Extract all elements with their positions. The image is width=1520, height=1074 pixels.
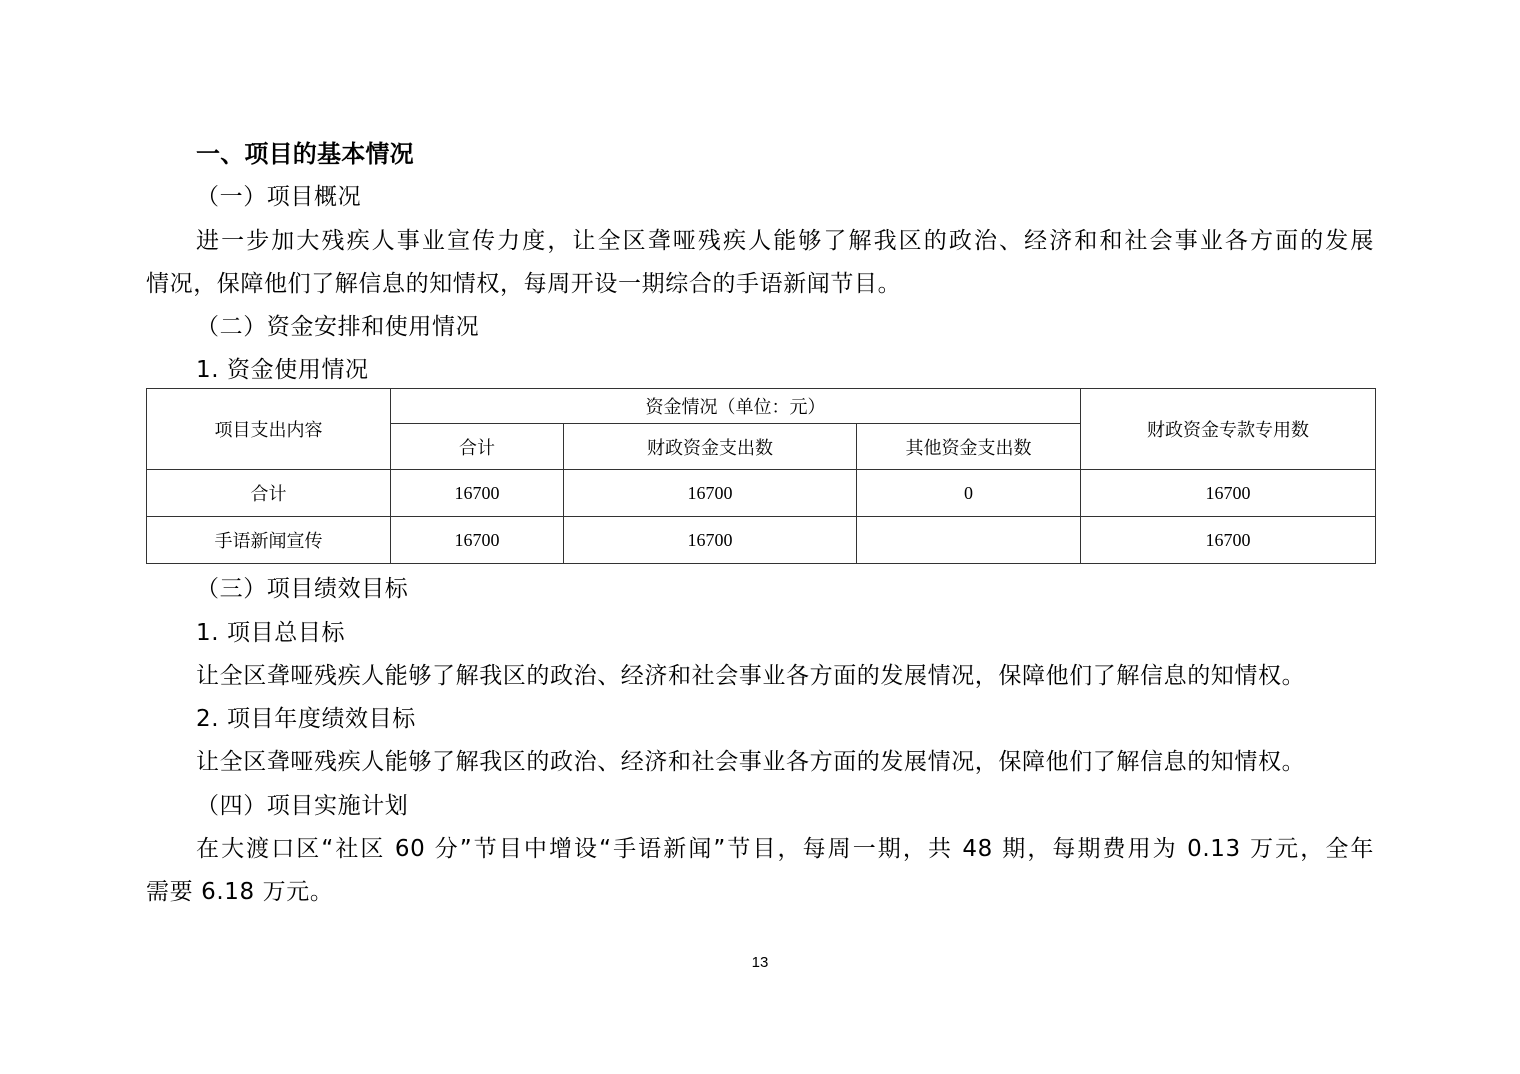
subsection-title-funding: （二）资金安排和使用情况	[196, 314, 480, 340]
row-name: 手语新闻宣传	[147, 517, 391, 564]
plan-paragraph-line-2: 需要 6.18 万元。	[146, 879, 334, 905]
row-fiscal: 16700	[564, 517, 857, 564]
row-special: 16700	[1081, 470, 1376, 517]
row-other	[857, 517, 1081, 564]
annual-goal-text: 让全区聋哑残疾人能够了解我区的政治、经济和社会事业各方面的发展情况，保障他们了解信息的知情权。	[196, 749, 1306, 775]
plan-paragraph-line-1: 在大渡口区“社区 60 分”节目中增设“手语新闻”节目，每周一期，共 48 期，每期费用为 0.13 万元，全年	[196, 836, 1374, 862]
page-number: 13	[751, 954, 769, 971]
table-row	[147, 517, 1376, 564]
header-special-use: 财政资金专款专用数	[1081, 389, 1376, 470]
table-row	[147, 470, 1376, 517]
row-name: 合计	[147, 470, 391, 517]
header-fund-group: 资金情况（单位：元）	[391, 389, 1081, 424]
header-fiscal-expenditure: 财政资金支出数	[564, 424, 857, 470]
header-other-expenditure: 其他资金支出数	[857, 424, 1081, 470]
row-fiscal: 16700	[564, 470, 857, 517]
overall-goal-title: 1. 项目总目标	[196, 620, 346, 646]
row-special: 16700	[1081, 517, 1376, 564]
overview-paragraph-line-1: 进一步加大残疾人事业宣传力度，让全区聋哑残疾人能够了解我区的政治、经济和和社会事业各方面的发展	[196, 228, 1374, 254]
row-total: 16700	[391, 470, 564, 517]
overall-goal-text: 让全区聋哑残疾人能够了解我区的政治、经济和社会事业各方面的发展情况，保障他们了解信息的知情权。	[196, 663, 1306, 689]
subsection-title-plan: （四）项目实施计划	[196, 793, 409, 819]
subsection-title-performance: （三）项目绩效目标	[196, 576, 409, 602]
section-heading: 一、项目的基本情况	[196, 140, 414, 168]
row-total: 16700	[391, 517, 564, 564]
header-total: 合计	[391, 424, 564, 470]
funding-table	[146, 388, 1376, 564]
subsection-title-overview: （一）项目概况	[196, 184, 362, 210]
funding-usage-title: 1. 资金使用情况	[196, 357, 369, 383]
row-other: 0	[857, 470, 1081, 517]
annual-goal-title: 2. 项目年度绩效目标	[196, 706, 416, 732]
overview-paragraph-line-2: 情况，保障他们了解信息的知情权，每周开设一期综合的手语新闻节目。	[146, 271, 902, 297]
header-item-content: 项目支出内容	[147, 389, 391, 470]
